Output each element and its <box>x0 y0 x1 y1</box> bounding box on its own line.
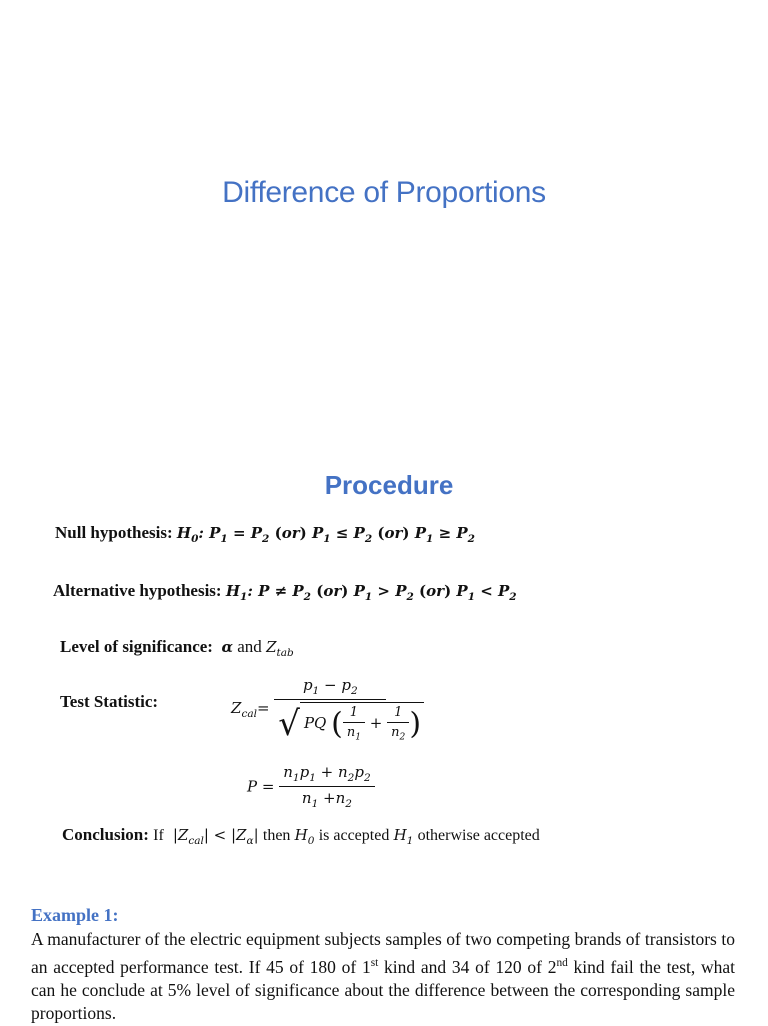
null-hypothesis <box>55 523 475 545</box>
conclusion-then: then <box>262 827 291 844</box>
conclusion-label: Conclusion: <box>62 825 149 844</box>
conclusion-accepted: is accepted <box>318 827 390 844</box>
los-label: Level of significance: <box>60 637 213 656</box>
example-text <box>31 928 735 1026</box>
page-title: Difference of Proportions <box>222 176 546 209</box>
example-text-part-3: kind fail the test, what can he conclude at 5% level of significance about the difference between the corresponding sample proportions. <box>31 956 735 1024</box>
z-tab-symbol: $Z_{tab}$ <box>266 638 294 659</box>
los-and: and <box>237 637 262 656</box>
null-hypothesis-formula: $H_0$: $P_1 = P_2$ (or) $P_1 \le P_2$ (or) $P_1 \ge P_2$ <box>176 524 475 545</box>
alpha-symbol: α <box>221 638 234 656</box>
test-statistic-label: Test Statistic: <box>60 692 159 711</box>
procedure-heading: Procedure <box>324 470 454 500</box>
conclusion <box>62 825 540 847</box>
z-cal-formula: $Z_{cal}=$ $p_1 - p_2$ √ PQ ( $\frac{1}{n_1}$ + $\frac{1}{n_2}$ ) <box>231 676 428 743</box>
example-text-part-1: A manufacturer of the electric equipment subjects samples of two competing brands of transistors to an accepted performance test. If 45 of 180 of 1 <box>31 929 735 977</box>
level-of-significance <box>60 637 294 659</box>
h0-symbol: $H_0$ <box>294 826 315 847</box>
conclusion-condition: $|Z_{cal}| < |Z_\alpha|$ <box>168 826 259 847</box>
conclusion-if: If <box>153 827 164 844</box>
example-sup-1: st <box>370 956 379 969</box>
alternative-hypothesis-formula: $H_1$: $P \ne P_2$ (or) $P_1 > P_2$ (or) $P_1 < P_2$ <box>225 582 517 603</box>
example-sup-2: nd <box>556 956 568 969</box>
null-hypothesis-label: Null hypothesis: <box>55 523 173 542</box>
example-text-part-2: kind and 34 of 120 of 2 <box>378 956 557 977</box>
conclusion-otherwise: otherwise accepted <box>417 827 540 844</box>
h1-symbol: $H_1$ <box>393 826 414 847</box>
alternative-hypothesis-label: Alternative hypothesis: <box>53 581 222 600</box>
example-heading: Example 1: <box>31 905 119 925</box>
alternative-hypothesis <box>53 581 517 603</box>
p-pooled-formula: P = $\frac{n_1p_1 + n_2p_2}{n_1 +n_2}$ <box>247 763 375 810</box>
